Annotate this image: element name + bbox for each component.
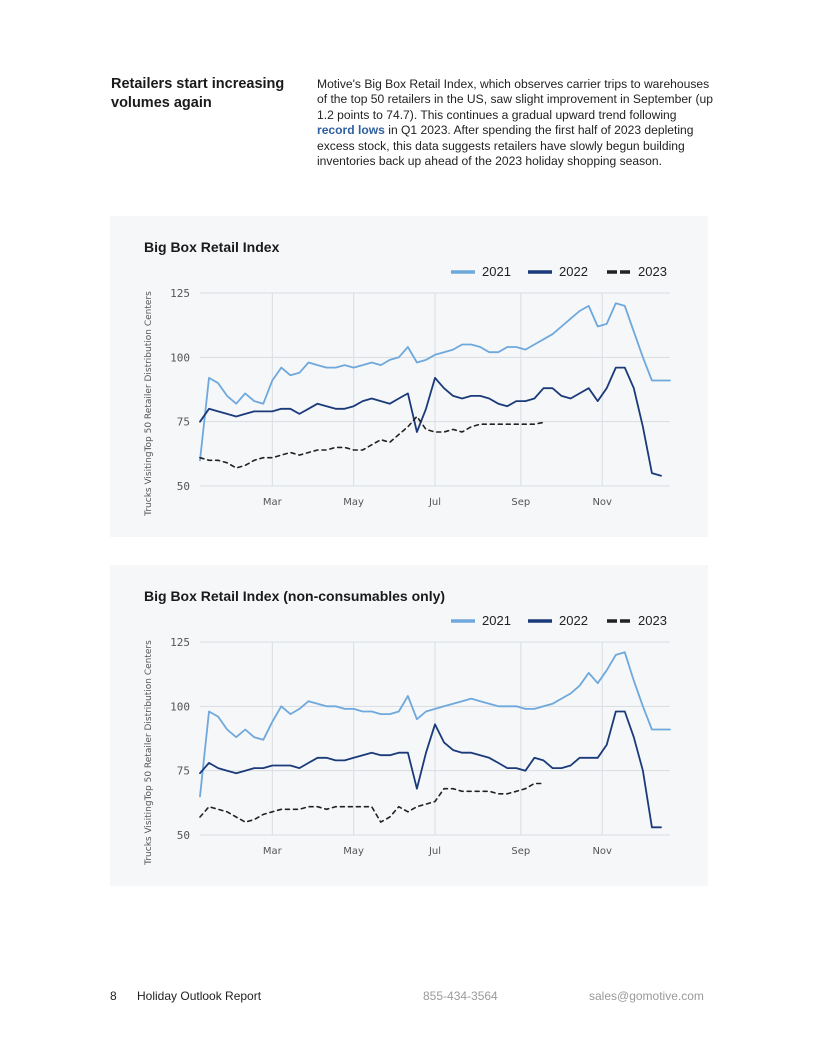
chart-title: Big Box Retail Index: [144, 239, 280, 255]
y-axis-label: Trucks VisitingTop 50 Retailer Distribution Centers: [144, 291, 154, 516]
legend-label-2021: 2021: [482, 613, 511, 628]
y-tick-label: 50: [176, 480, 190, 493]
legend-label-2023: 2023: [638, 264, 667, 279]
section-heading: Retailers start increasing volumes again: [111, 76, 285, 111]
x-tick-label: Sep: [511, 846, 531, 857]
y-tick-label: 75: [176, 764, 190, 778]
legend-label-2021: 2021: [482, 264, 511, 279]
footer-phone[interactable]: 855-434-3564: [423, 989, 498, 1003]
x-tick-label: Jul: [428, 497, 442, 508]
x-tick-label: May: [343, 497, 364, 508]
body-text-end: in Q1 2023. After spending the first half of 2023 depleting excess stock, this data suggests retailers have slowly begun building inventories back up ahead of the 2023 holiday shopping season.: [317, 123, 694, 169]
x-tick-label: Mar: [262, 846, 282, 857]
footer-report-title: Holiday Outlook Report: [137, 989, 262, 1003]
y-tick-label: 50: [176, 829, 190, 842]
chart-big-box-retail-index: [110, 216, 708, 537]
x-tick-label: Nov: [592, 497, 612, 508]
legend-label-2023: 2023: [638, 613, 667, 628]
footer-email[interactable]: sales@gomotive.com: [589, 989, 704, 1003]
footer-page-number: 8: [110, 989, 117, 1003]
chart-card-big-box: [110, 216, 708, 537]
y-tick-label: 100: [170, 351, 190, 365]
record-lows-link[interactable]: record lows: [317, 123, 385, 138]
series-line-2023: [200, 784, 544, 823]
x-tick-label: Jul: [428, 846, 442, 857]
body-text-start: Motive's Big Box Retail Index, which observes carrier trips to warehouses of the top 50 retailers in the US, saw slight improvement in September (up 1.2 points to 74.7). This continues a gradual upward trend following: [317, 77, 713, 122]
chart-title: Big Box Retail Index (non-consumables only): [144, 588, 446, 604]
chart-card-non-consumables: [110, 565, 708, 886]
legend-label-2022: 2022: [559, 613, 588, 628]
legend-label-2022: 2022: [559, 264, 588, 279]
x-tick-label: Mar: [262, 497, 282, 508]
y-tick-label: 125: [170, 287, 190, 300]
x-tick-label: May: [343, 846, 364, 857]
series-line-2023: [200, 417, 544, 469]
x-tick-label: Sep: [511, 497, 531, 508]
x-tick-label: Nov: [592, 846, 612, 857]
y-axis-label: Trucks VisitingTop 50 Retailer Distribution Centers: [144, 640, 154, 865]
y-tick-label: 75: [176, 415, 190, 429]
y-tick-label: 100: [170, 700, 190, 714]
body-paragraph: [317, 77, 717, 169]
y-tick-label: 125: [170, 636, 190, 649]
chart-big-box-non-consumables: [110, 565, 708, 886]
